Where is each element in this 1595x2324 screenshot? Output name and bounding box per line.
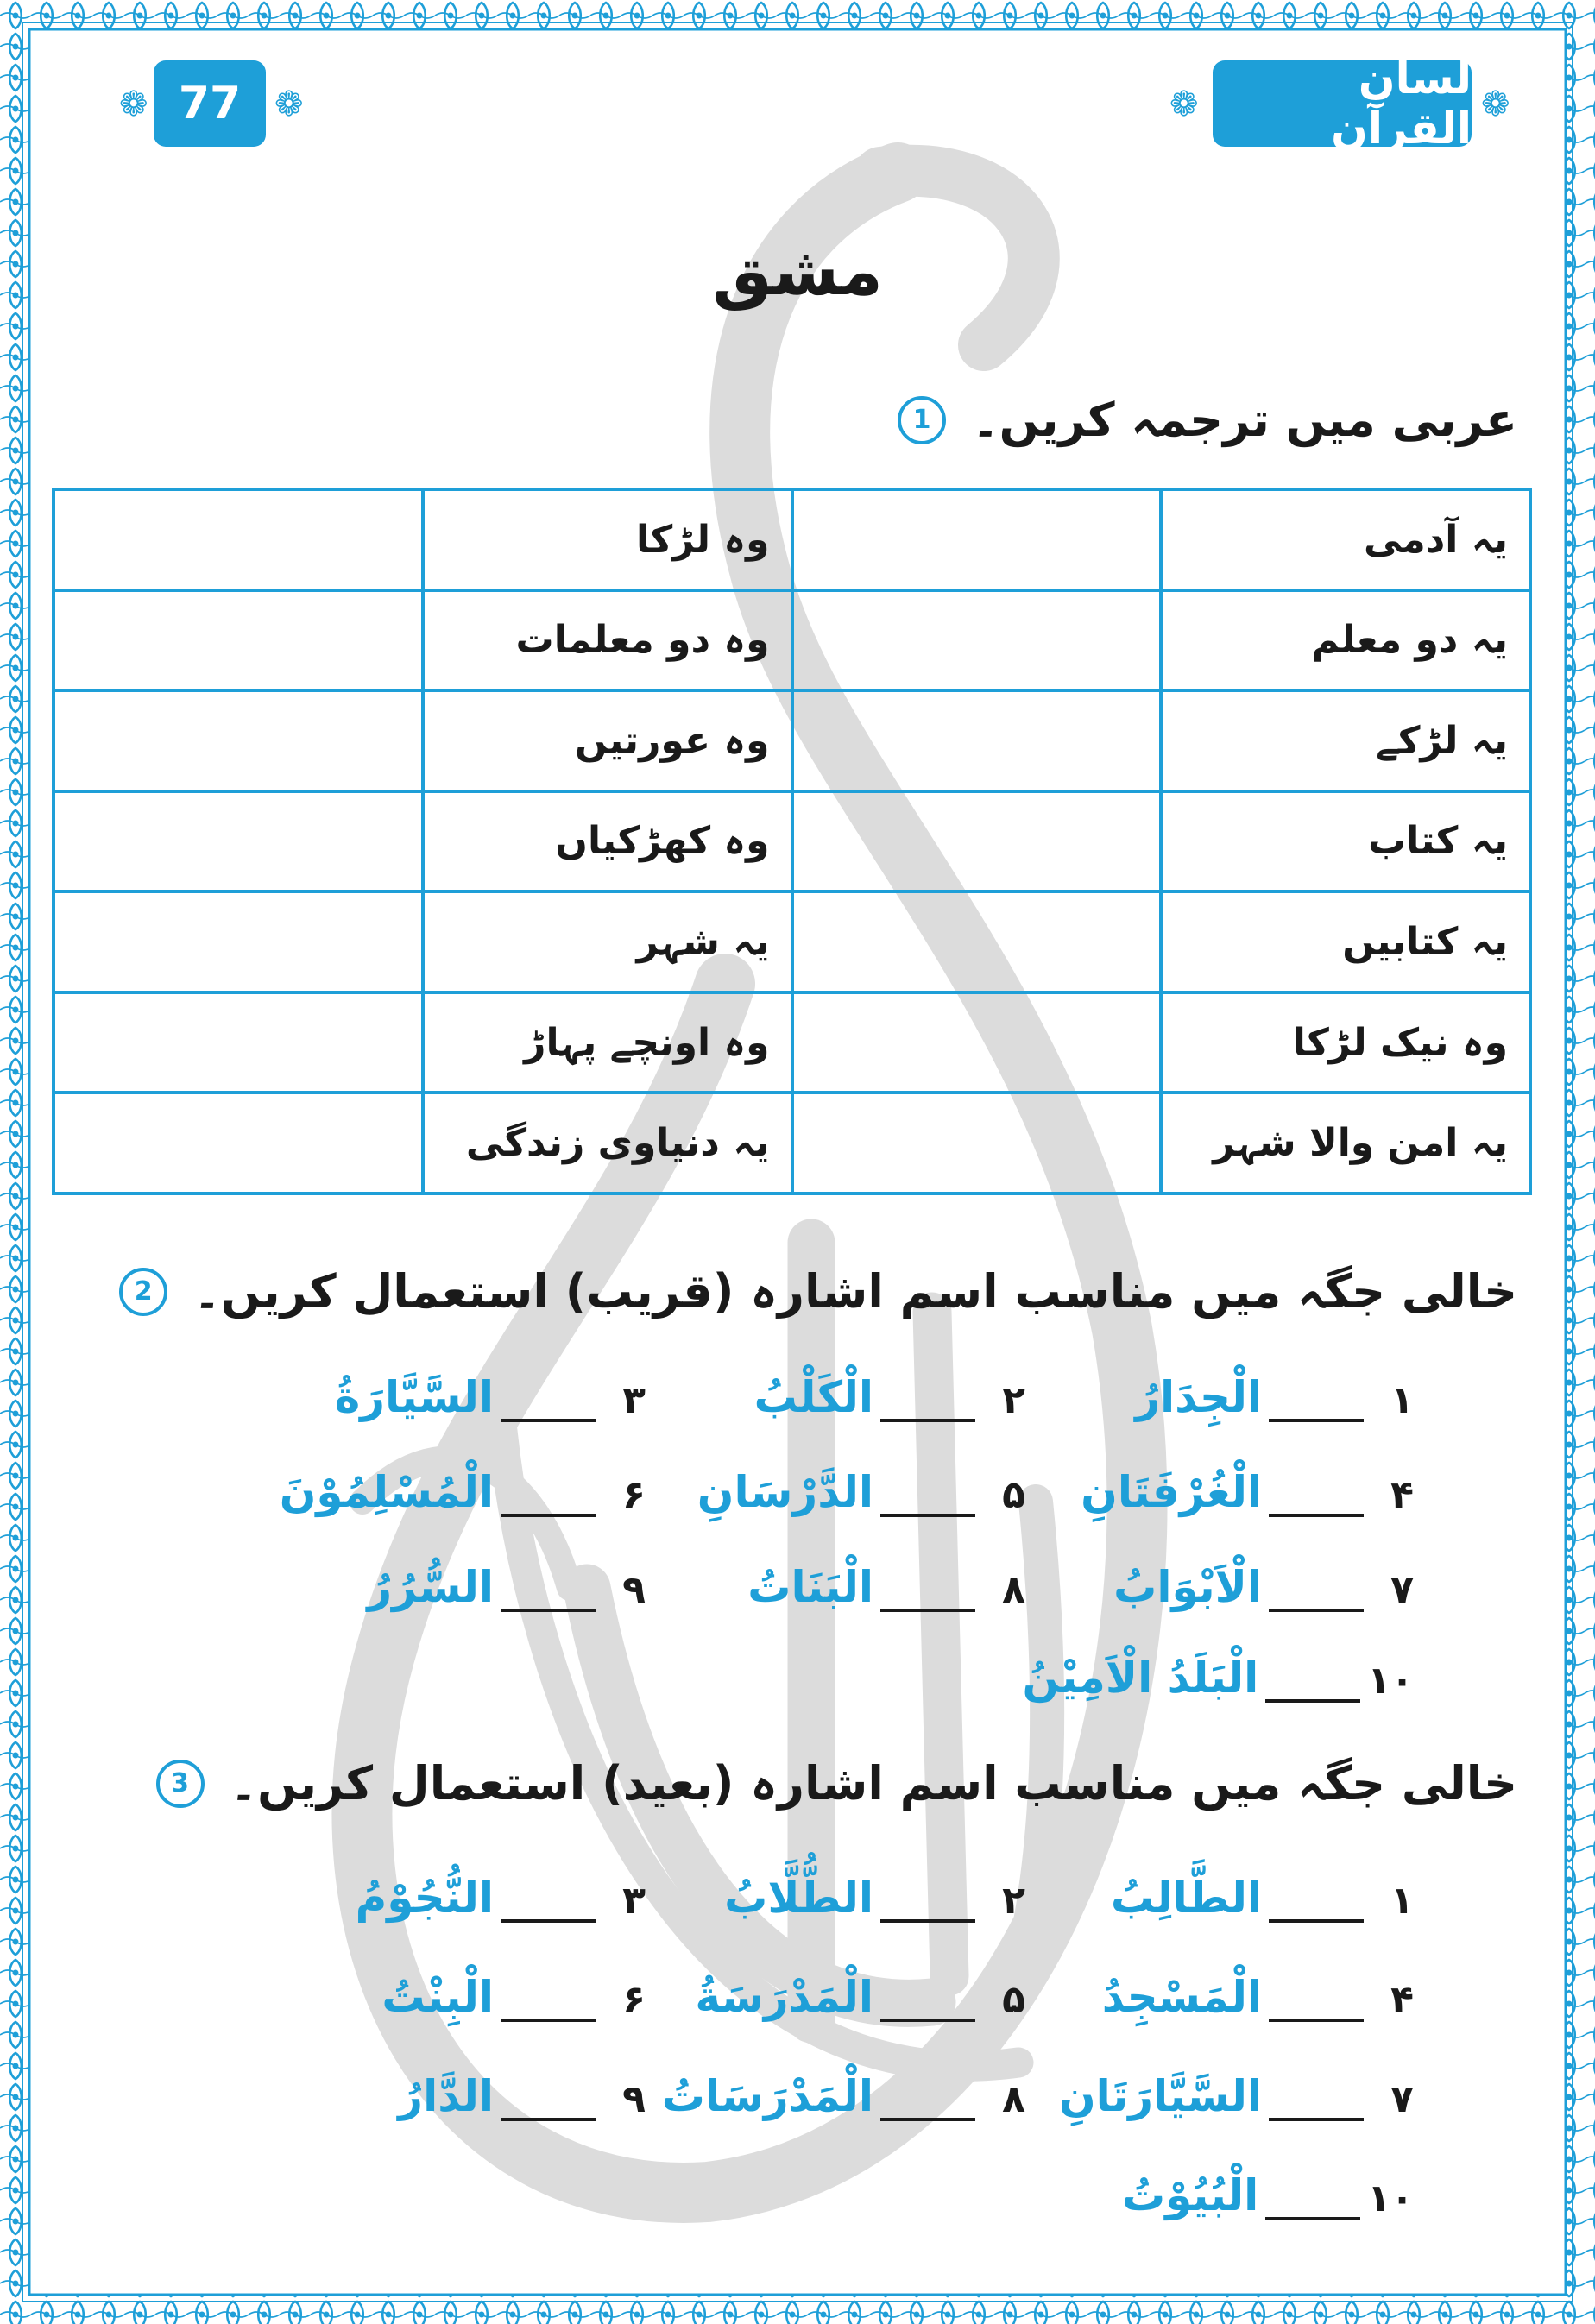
arabic-word: الْبَنَاتُ [747,1562,873,1612]
item-number: ۳ [622,1879,646,1923]
section-1-heading [898,393,1517,447]
exercise-item [1135,1372,1414,1422]
arabic-word: الْمَدْرَسَةُ [695,1972,873,2022]
arabic-word: الطُّلَّابُ [724,1873,873,1923]
table-cell: یہ کتاب [1161,791,1530,892]
exercise-item [754,1372,1025,1422]
answer-cell[interactable] [54,791,423,892]
translation-table [52,488,1532,1195]
section-number: 3 [156,1760,205,1808]
arabic-word: الْمَدْرَسَاتُ [661,2071,873,2121]
blank-line[interactable] [1269,1880,1364,1923]
blank-line[interactable] [501,1569,596,1612]
item-number: ۹ [622,2077,646,2121]
arabic-word: الْبِنْتُ [381,1972,494,2022]
item-number: ۲ [1002,1378,1025,1422]
item-number: ۵ [1002,1978,1025,2022]
blank-line[interactable] [880,2078,975,2121]
table-cell: وہ اونچے پہاڑ [423,992,792,1093]
arabic-word: الدَّرْسَانِ [697,1467,873,1517]
section-number: 2 [119,1268,167,1316]
item-number: ۸ [1002,2077,1025,2121]
arabic-word: الْاَبْوَابُ [1113,1562,1262,1612]
ornament-right-of-number: ❁ [274,85,304,124]
exercise-item [747,1562,1025,1612]
table-row [54,891,1530,992]
table-cell: وہ عورتیں [423,690,792,791]
page-title: مشق [712,233,883,311]
item-number: ۹ [622,1568,646,1612]
exercise-item [1059,2071,1414,2121]
arabic-word: السَّيَّارَةُ [334,1372,494,1422]
exercise-item [1111,1873,1414,1923]
answer-cell[interactable] [792,690,1162,791]
ornament-title-right: ❁ [1481,85,1510,124]
item-number: ۱ [1390,1879,1414,1923]
answer-cell[interactable] [54,891,423,992]
answer-cell[interactable] [792,992,1162,1093]
section-2-heading [119,1264,1517,1319]
answer-cell[interactable] [792,489,1162,590]
table-row [54,1093,1530,1193]
exercise-item [1102,1972,1414,2022]
blank-line[interactable] [501,2078,596,2121]
section-3-heading [156,1756,1517,1811]
exercise-item [367,1562,646,1612]
table-cell: یہ لڑکے [1161,690,1530,791]
answer-cell[interactable] [792,1093,1162,1193]
item-number: ۴ [1390,1473,1414,1517]
item-number: ۲ [1002,1879,1025,1923]
exercise-item [335,1372,646,1422]
table-cell: یہ کتابیں [1161,891,1530,992]
book-title: لسان القرآن [1213,60,1472,147]
item-number: ۱۰ [1367,1659,1414,1703]
arabic-word: الْمُسْلِمُوْنَ [279,1467,494,1517]
section-number: 1 [898,396,946,444]
blank-line[interactable] [880,1880,975,1923]
section-instruction: عربی میں ترجمہ کریں۔ [972,393,1517,447]
answer-cell[interactable] [792,891,1162,992]
exercise-item [398,2071,646,2121]
exercise-item [280,1467,646,1517]
item-number: ۷ [1390,1568,1414,1612]
item-number: ۵ [1002,1473,1025,1517]
table-cell: وہ کھڑکیاں [423,791,792,892]
answer-cell[interactable] [54,690,423,791]
item-number: ۶ [622,1978,646,2022]
item-number: ۳ [622,1378,646,1422]
arabic-word: الْبَلَدُ الْاَمِيْنُ [1022,1653,1259,1703]
exercise-item [724,1873,1025,1923]
answer-cell[interactable] [54,489,423,590]
exercise-item [1113,1562,1414,1612]
arabic-word: الدَّارُ [398,2071,494,2121]
blank-line[interactable] [880,1979,975,2022]
item-number: ۴ [1390,1978,1414,2022]
table-cell: یہ آدمی [1161,489,1530,590]
blank-line[interactable] [501,1979,596,2022]
item-number: ۱ [1390,1378,1414,1422]
blank-line[interactable] [1269,2078,1364,2121]
table-cell: وہ لڑکا [423,489,792,590]
item-number: ۸ [1002,1568,1025,1612]
exercise-item [697,1467,1025,1517]
blank-line[interactable] [1265,1660,1360,1703]
table-row [54,690,1530,791]
blank-line[interactable] [1269,1379,1364,1422]
section-instruction: خالی جگہ میں مناسب اسم اشارہ (بعید) استعمال کریں۔ [230,1756,1517,1811]
ornament-title-left: ❁ [1169,85,1199,124]
blank-line[interactable] [880,1379,975,1422]
exercise-item [356,1873,646,1923]
table-cell: وہ دو معلمات [423,590,792,691]
table-cell: یہ شہر [423,891,792,992]
blank-line[interactable] [880,1569,975,1612]
arabic-word: الطَّالِبُ [1110,1873,1262,1923]
arabic-word: الْكَلْبُ [753,1372,873,1422]
exercise-item [695,1972,1025,2022]
exercise-item [1081,1467,1414,1517]
table-row [54,590,1530,691]
arabic-word: الْجِدَارُ [1135,1372,1262,1422]
answer-cell[interactable] [792,791,1162,892]
exercise-item [381,1972,646,2022]
arabic-word: الْغُرْفَتَانِ [1081,1467,1262,1517]
exercise-item [662,2071,1025,2121]
arabic-word: النُّجُوْمُ [355,1873,494,1923]
blank-line[interactable] [1265,2177,1360,2220]
answer-cell[interactable] [54,1093,423,1193]
table-cell: یہ دنیاوی زندگی [423,1093,792,1193]
section-instruction: خالی جگہ میں مناسب اسم اشارہ (قریب) استعمال کریں۔ [193,1264,1517,1319]
answer-cell[interactable] [792,590,1162,691]
blank-line[interactable] [880,1474,975,1517]
table-row [54,489,1530,590]
arabic-word: السُّرُرُ [367,1562,494,1612]
item-number: ۶ [622,1473,646,1517]
blank-line[interactable] [501,1474,596,1517]
arabic-word: الْمَسْجِدُ [1101,1972,1262,2022]
table-cell: وہ نیک لڑکا [1161,992,1530,1093]
answer-cell[interactable] [54,590,423,691]
blank-line[interactable] [1269,1569,1364,1612]
exercise-item [1023,1653,1414,1703]
item-number: ۱۰ [1367,2176,1414,2220]
table-cell: یہ امن والا شہر [1161,1093,1530,1193]
blank-line[interactable] [1269,1979,1364,2022]
table-row [54,791,1530,892]
arabic-word: الْبُيُوْتُ [1121,2170,1259,2220]
table-cell: یہ دو معلم [1161,590,1530,691]
item-number: ۷ [1390,2077,1414,2121]
blank-line[interactable] [501,1379,596,1422]
exercise-item [1122,2170,1414,2220]
arabic-word: السَّيَّارَتَانِ [1059,2071,1262,2121]
page-number: 77 [154,60,266,147]
ornament-left: ❁ [119,85,148,124]
table-row [54,992,1530,1093]
answer-cell[interactable] [54,992,423,1093]
blank-line[interactable] [1269,1474,1364,1517]
blank-line[interactable] [501,1880,596,1923]
